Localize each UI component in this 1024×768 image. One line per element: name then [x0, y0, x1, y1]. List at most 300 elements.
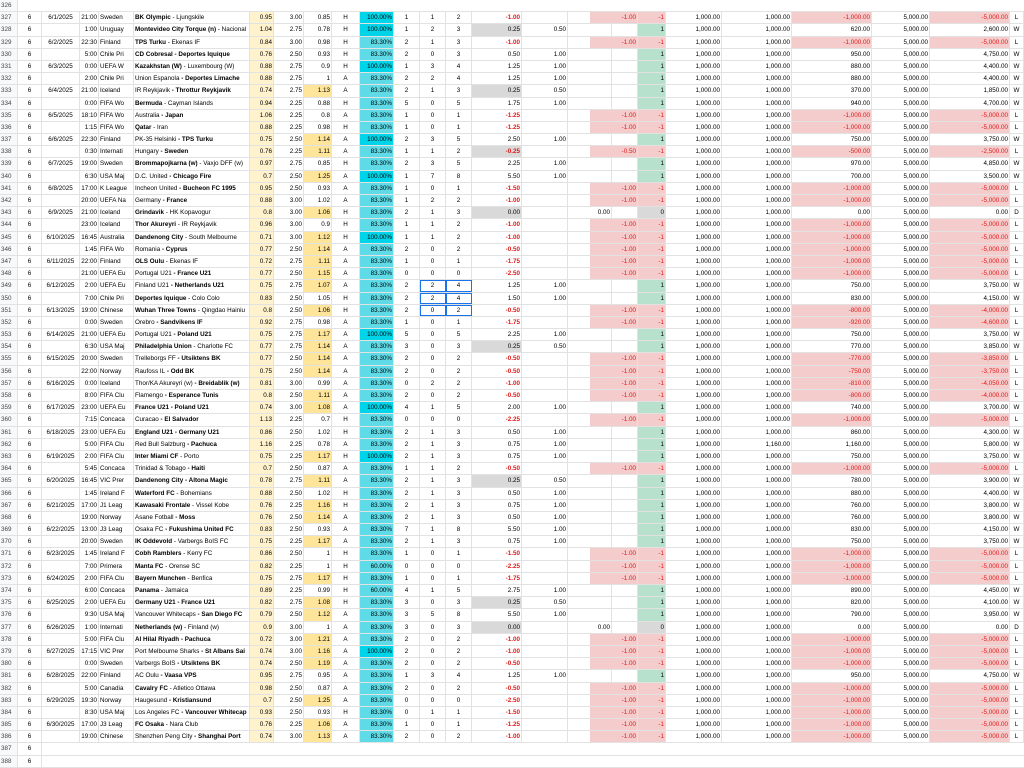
stake-cell[interactable]: 1,000.00 [666, 353, 722, 364]
odds-home-cell[interactable]: 0.95 [250, 183, 274, 194]
result-flag-cell[interactable]: 1 [638, 158, 666, 169]
away-goals-cell[interactable]: 1 [420, 37, 446, 48]
match-cell[interactable]: Australia - Japan [134, 110, 250, 121]
result-flag-cell[interactable]: -1 [638, 244, 666, 255]
home-goals-cell[interactable]: 1 [394, 670, 420, 681]
total-goals-cell[interactable]: 3 [446, 37, 472, 48]
base-cell[interactable]: 1,000.00 [722, 280, 792, 291]
week-cell[interactable]: 6 [18, 646, 42, 657]
side-cell[interactable]: H [332, 597, 360, 608]
outcome-cell[interactable]: L [1010, 390, 1024, 401]
home-goals-cell[interactable]: 1 [394, 548, 420, 559]
bankroll-cell[interactable]: 5,000.00 [872, 573, 930, 584]
loss-unit-cell[interactable] [590, 439, 638, 450]
net-cell[interactable]: -3,750.00 [930, 366, 1010, 377]
row-number-cell[interactable]: 363 [0, 451, 18, 462]
home-goals-cell[interactable]: 1 [394, 110, 420, 121]
total-goals-cell[interactable]: 2 [446, 634, 472, 645]
draw-unit-cell[interactable]: 0.00 [568, 622, 612, 633]
date-cell[interactable] [42, 244, 80, 255]
week-cell[interactable]: 6 [18, 12, 42, 23]
line-cell[interactable]: 2.50 [274, 524, 304, 535]
net-cell[interactable]: 3,750.00 [930, 134, 1010, 145]
profit-cell[interactable]: 890.00 [792, 585, 872, 596]
match-cell[interactable]: D.C. United - Chicago Fire [134, 171, 250, 182]
time-cell[interactable]: 22:00 [80, 256, 99, 267]
row-number-cell[interactable]: 369 [0, 524, 18, 535]
side-cell[interactable]: H [332, 207, 360, 218]
bankroll-cell[interactable]: 5,000.00 [872, 134, 930, 145]
date-cell[interactable]: 6/25/2025 [42, 597, 80, 608]
odds-away-cell[interactable]: 1.17 [304, 329, 332, 340]
league-cell[interactable]: FIFA Clu [99, 451, 134, 462]
bankroll-cell[interactable]: 5,000.00 [872, 341, 930, 352]
date-cell[interactable] [42, 707, 80, 718]
base-cell[interactable]: 1,000.00 [722, 683, 792, 694]
result-flag-cell[interactable]: 1 [638, 85, 666, 96]
profit-cell[interactable]: 370.00 [792, 85, 872, 96]
net-cell[interactable]: 3,500.00 [930, 171, 1010, 182]
bankroll-cell[interactable]: 5,000.00 [872, 561, 930, 572]
loss-unit-cell[interactable] [590, 61, 638, 72]
total-goals-cell[interactable]: 2 [446, 244, 472, 255]
profit-cell[interactable]: -1,000.00 [792, 219, 872, 230]
stake-cell[interactable]: 1,000.00 [666, 390, 722, 401]
loss-unit-cell[interactable]: -1.00 [590, 695, 638, 706]
side-cell[interactable]: A [332, 634, 360, 645]
net-cell[interactable]: -5,000.00 [930, 183, 1010, 194]
outcome-cell[interactable]: W [1010, 439, 1024, 450]
win-unit-cell[interactable]: 1.00 [522, 670, 568, 681]
odds-home-cell[interactable]: 0.74 [250, 658, 274, 669]
bankroll-cell[interactable]: 5,000.00 [872, 597, 930, 608]
net-cell[interactable]: -5,000.00 [930, 219, 1010, 230]
margin-cell[interactable]: 0.75 [472, 536, 522, 547]
match-cell[interactable]: Incheon United - Bucheon FC 1995 [134, 183, 250, 194]
margin-cell[interactable]: 5.50 [472, 524, 522, 535]
hit-rate-cell[interactable]: 83.30% [360, 73, 394, 84]
date-cell[interactable]: 6/21/2025 [42, 500, 80, 511]
away-goals-cell[interactable]: 0 [420, 658, 446, 669]
home-goals-cell[interactable]: 2 [394, 73, 420, 84]
home-goals-cell[interactable]: 1 [394, 171, 420, 182]
profit-cell[interactable]: 740.00 [792, 402, 872, 413]
win-unit-cell[interactable]: 1.00 [522, 134, 568, 145]
league-cell[interactable]: UEFA Eu [99, 268, 134, 279]
time-cell[interactable]: 13:00 [80, 524, 99, 535]
row-number-cell[interactable]: 350 [0, 293, 18, 304]
odds-home-cell[interactable]: 0.74 [250, 646, 274, 657]
bankroll-cell[interactable]: 5,000.00 [872, 317, 930, 328]
win-unit-cell[interactable] [522, 305, 568, 316]
bankroll-cell[interactable]: 5,000.00 [872, 305, 930, 316]
odds-home-cell[interactable]: 0.82 [250, 561, 274, 572]
row-number-cell[interactable]: 341 [0, 183, 18, 194]
side-cell[interactable]: A [332, 463, 360, 474]
side-cell[interactable]: H [332, 427, 360, 438]
profit-cell[interactable]: -800.00 [792, 390, 872, 401]
odds-away-cell[interactable]: 1.05 [304, 293, 332, 304]
result-flag-cell[interactable]: 1 [638, 427, 666, 438]
side-cell[interactable]: H [332, 500, 360, 511]
stake-cell[interactable]: 1,000.00 [666, 268, 722, 279]
outcome-cell[interactable]: W [1010, 512, 1024, 523]
hit-rate-cell[interactable]: 100.00% [360, 402, 394, 413]
side-cell[interactable]: H [332, 61, 360, 72]
side-cell[interactable]: A [332, 646, 360, 657]
stake-cell[interactable]: 1,000.00 [666, 232, 722, 243]
away-goals-cell[interactable]: 7 [420, 171, 446, 182]
home-goals-cell[interactable]: 1 [394, 195, 420, 206]
profit-cell[interactable]: 950.00 [792, 670, 872, 681]
league-cell[interactable]: UEFA Na [99, 195, 134, 206]
away-goals-cell[interactable]: 0 [420, 695, 446, 706]
odds-home-cell[interactable]: 0.95 [250, 670, 274, 681]
away-goals-cell[interactable]: 1 [420, 475, 446, 486]
odds-away-cell[interactable]: 1.13 [304, 85, 332, 96]
home-goals-cell[interactable]: 2 [394, 280, 420, 291]
match-cell[interactable]: Netherlands (w) - Finland (w) [134, 622, 250, 633]
line-cell[interactable]: 2.50 [274, 268, 304, 279]
home-goals-cell[interactable]: 2 [394, 488, 420, 499]
profit-cell[interactable]: -1,000.00 [792, 463, 872, 474]
total-goals-cell[interactable]: 2 [446, 12, 472, 23]
hit-rate-cell[interactable]: 83.30% [360, 183, 394, 194]
bankroll-cell[interactable]: 5,000.00 [872, 122, 930, 133]
loss-unit-cell[interactable]: -1.00 [590, 707, 638, 718]
date-cell[interactable]: 6/22/2025 [42, 524, 80, 535]
margin-cell[interactable]: 2.50 [472, 134, 522, 145]
net-cell[interactable]: 4,450.00 [930, 585, 1010, 596]
row-number-cell[interactable]: 327 [0, 12, 18, 23]
net-cell[interactable]: 3,750.00 [930, 329, 1010, 340]
match-cell[interactable]: OLS Oulu - Ekenas IF [134, 256, 250, 267]
row-number-cell[interactable]: 335 [0, 110, 18, 121]
odds-away-cell[interactable]: 0.87 [304, 683, 332, 694]
margin-cell[interactable]: -1.00 [472, 37, 522, 48]
odds-home-cell[interactable]: 1.06 [250, 110, 274, 121]
loss-unit-cell[interactable] [590, 622, 638, 633]
margin-cell[interactable]: -2.25 [472, 414, 522, 425]
side-cell[interactable]: H [332, 561, 360, 572]
time-cell[interactable]: 5:00 [80, 683, 99, 694]
profit-cell[interactable]: 620.00 [792, 24, 872, 35]
odds-away-cell[interactable]: 1.25 [304, 695, 332, 706]
side-cell[interactable]: H [332, 451, 360, 462]
away-goals-cell[interactable]: 0 [420, 49, 446, 60]
line-cell[interactable]: 3.00 [274, 207, 304, 218]
odds-home-cell[interactable]: 0.75 [250, 451, 274, 462]
result-flag-cell[interactable]: 1 [638, 670, 666, 681]
time-cell[interactable]: 2:00 [80, 280, 99, 291]
time-cell[interactable]: 22:30 [80, 134, 99, 145]
hit-rate-cell[interactable]: 100.00% [360, 171, 394, 182]
row-number-cell[interactable]: 372 [0, 561, 18, 572]
odds-home-cell[interactable]: 0.95 [250, 12, 274, 23]
home-goals-cell[interactable]: 0 [394, 414, 420, 425]
total-goals-cell[interactable]: 2 [446, 146, 472, 157]
date-cell[interactable]: 6/20/2025 [42, 475, 80, 486]
row-number-cell[interactable]: 375 [0, 597, 18, 608]
odds-away-cell[interactable]: 0.9 [304, 61, 332, 72]
base-cell[interactable]: 1,000.00 [722, 622, 792, 633]
match-cell[interactable]: Shenzhen Peng City - Shanghai Port [134, 731, 250, 742]
profit-cell[interactable]: -1,000.00 [792, 414, 872, 425]
loss-unit-cell[interactable]: -1.00 [590, 12, 638, 23]
line-cell[interactable]: 3.00 [274, 622, 304, 633]
date-cell[interactable]: 6/27/2025 [42, 646, 80, 657]
net-cell[interactable]: 4,750.00 [930, 49, 1010, 60]
hit-rate-cell[interactable]: 83.30% [360, 414, 394, 425]
result-flag-cell[interactable]: -1 [638, 646, 666, 657]
loss-unit-cell[interactable] [590, 85, 638, 96]
hit-rate-cell[interactable]: 83.30% [360, 293, 394, 304]
total-goals-cell[interactable]: 4 [446, 670, 472, 681]
net-cell[interactable]: -5,000.00 [930, 548, 1010, 559]
week-cell[interactable]: 6 [18, 524, 42, 535]
odds-home-cell[interactable]: 0.8 [250, 305, 274, 316]
win-unit-cell[interactable] [522, 256, 568, 267]
date-cell[interactable]: 6/8/2025 [42, 183, 80, 194]
line-cell[interactable]: 2.50 [274, 683, 304, 694]
league-cell[interactable]: Finland [99, 134, 134, 145]
odds-away-cell[interactable]: 1.08 [304, 402, 332, 413]
result-flag-cell[interactable]: -1 [638, 634, 666, 645]
profit-cell[interactable]: -1,000.00 [792, 548, 872, 559]
profit-cell[interactable]: 750.00 [792, 134, 872, 145]
loss-unit-cell[interactable] [590, 280, 638, 291]
match-cell[interactable]: Bermuda - Cayman Islands [134, 98, 250, 109]
hit-rate-cell[interactable]: 60.00% [360, 561, 394, 572]
total-goals-cell[interactable]: 5 [446, 158, 472, 169]
outcome-cell[interactable]: W [1010, 171, 1024, 182]
home-goals-cell[interactable]: 1 [394, 463, 420, 474]
stake-cell[interactable]: 1,000.00 [666, 317, 722, 328]
odds-home-cell[interactable]: 0.74 [250, 402, 274, 413]
side-cell[interactable]: A [332, 110, 360, 121]
time-cell[interactable]: 0:00 [80, 98, 99, 109]
league-cell[interactable]: UEFA Eu [99, 329, 134, 340]
loss-unit-cell[interactable]: -1.00 [590, 110, 638, 121]
side-cell[interactable]: H [332, 414, 360, 425]
loss-unit-cell[interactable]: -1.00 [590, 548, 638, 559]
line-cell[interactable]: 2.50 [274, 463, 304, 474]
league-cell[interactable]: J3 Leag [99, 719, 134, 730]
net-cell[interactable]: -5,000.00 [930, 683, 1010, 694]
win-unit-cell[interactable] [522, 561, 568, 572]
outcome-cell[interactable]: W [1010, 536, 1024, 547]
net-cell[interactable]: 4,150.00 [930, 293, 1010, 304]
side-cell[interactable]: H [332, 219, 360, 230]
hit-rate-cell[interactable]: 83.30% [360, 695, 394, 706]
match-cell[interactable]: Asane Fotball - Moss [134, 512, 250, 523]
date-cell[interactable]: 6/28/2025 [42, 670, 80, 681]
odds-home-cell[interactable]: 0.88 [250, 73, 274, 84]
win-unit-cell[interactable] [522, 12, 568, 23]
odds-away-cell[interactable]: 0.93 [304, 524, 332, 535]
stake-cell[interactable]: 1,000.00 [666, 414, 722, 425]
total-goals-cell[interactable]: 2 [446, 390, 472, 401]
league-cell[interactable]: Norway [99, 366, 134, 377]
away-goals-cell[interactable]: 0 [420, 634, 446, 645]
result-flag-cell[interactable]: 1 [638, 49, 666, 60]
total-goals-cell[interactable]: 3 [446, 341, 472, 352]
side-cell[interactable]: H [332, 707, 360, 718]
bankroll-cell[interactable]: 5,000.00 [872, 85, 930, 96]
net-cell[interactable]: -5,000.00 [930, 122, 1010, 133]
result-flag-cell[interactable]: -1 [638, 695, 666, 706]
result-flag-cell[interactable]: 1 [638, 134, 666, 145]
loss-unit-cell[interactable]: -1.00 [590, 719, 638, 730]
odds-away-cell[interactable]: 1.19 [304, 658, 332, 669]
margin-cell[interactable]: -1.50 [472, 548, 522, 559]
match-cell[interactable]: Los Angeles FC - Vancouver Whitecap [134, 707, 250, 718]
profit-cell[interactable]: -1,000.00 [792, 658, 872, 669]
week-cell[interactable]: 6 [18, 573, 42, 584]
outcome-cell[interactable]: W [1010, 609, 1024, 620]
win-unit-cell[interactable]: 0.50 [522, 85, 568, 96]
total-goals-cell[interactable]: 3 [446, 207, 472, 218]
result-flag-cell[interactable]: -1 [638, 414, 666, 425]
odds-away-cell[interactable]: 1.02 [304, 195, 332, 206]
total-goals-cell[interactable]: 2 [446, 232, 472, 243]
profit-cell[interactable]: 0.00 [792, 622, 872, 633]
league-cell[interactable]: Internati [99, 146, 134, 157]
line-cell[interactable]: 2.50 [274, 305, 304, 316]
away-goals-cell[interactable]: 0 [420, 98, 446, 109]
odds-away-cell[interactable]: 0.78 [304, 24, 332, 35]
line-cell[interactable]: 2.25 [274, 719, 304, 730]
match-cell[interactable]: Inter Miami CF - Porto [134, 451, 250, 462]
row-number-cell[interactable]: 367 [0, 500, 18, 511]
away-goals-cell[interactable]: 1 [420, 707, 446, 718]
odds-away-cell[interactable]: 1 [304, 548, 332, 559]
loss-unit-cell[interactable]: -1.00 [590, 219, 638, 230]
loss-unit-cell[interactable] [590, 536, 638, 547]
odds-away-cell[interactable]: 1.17 [304, 536, 332, 547]
side-cell[interactable]: H [332, 305, 360, 316]
margin-cell[interactable]: 1.25 [472, 670, 522, 681]
bankroll-cell[interactable]: 5,000.00 [872, 451, 930, 462]
loss-unit-cell[interactable] [590, 609, 638, 620]
stake-cell[interactable]: 1,000.00 [666, 280, 722, 291]
match-cell[interactable]: Raufoss IL - Odd BK [134, 366, 250, 377]
line-cell[interactable]: 2.25 [274, 561, 304, 572]
week-cell[interactable]: 6 [18, 232, 42, 243]
bankroll-cell[interactable]: 5,000.00 [872, 414, 930, 425]
win-unit-cell[interactable]: 1.00 [522, 73, 568, 84]
away-goals-cell[interactable]: 0 [420, 548, 446, 559]
win-unit-cell[interactable] [522, 658, 568, 669]
away-goals-cell[interactable]: 0 [420, 597, 446, 608]
date-cell[interactable]: 6/9/2025 [42, 207, 80, 218]
total-goals-cell[interactable]: 3 [446, 597, 472, 608]
total-goals-cell[interactable]: 5 [446, 402, 472, 413]
result-flag-cell[interactable]: -1 [638, 390, 666, 401]
result-flag-cell[interactable]: -1 [638, 37, 666, 48]
profit-cell[interactable]: -1,000.00 [792, 695, 872, 706]
week-cell[interactable]: 6 [18, 500, 42, 511]
base-cell[interactable]: 1,000.00 [722, 561, 792, 572]
date-cell[interactable] [42, 24, 80, 35]
margin-cell[interactable]: 0.25 [472, 24, 522, 35]
base-cell[interactable]: 1,000.00 [722, 61, 792, 72]
match-cell[interactable]: Port Melbourne Sharks - St Albans Sai [134, 646, 250, 657]
line-cell[interactable]: 3.00 [274, 634, 304, 645]
away-goals-cell[interactable]: 0 [420, 646, 446, 657]
loss-unit-cell[interactable]: -1.00 [590, 463, 638, 474]
result-flag-cell[interactable]: -1 [638, 658, 666, 669]
time-cell[interactable]: 5:00 [80, 439, 99, 450]
hit-rate-cell[interactable]: 83.30% [360, 609, 394, 620]
stake-cell[interactable]: 1,000.00 [666, 207, 722, 218]
net-cell[interactable]: -5,000.00 [930, 573, 1010, 584]
result-flag-cell[interactable]: 1 [638, 609, 666, 620]
row-number-cell[interactable]: 340 [0, 171, 18, 182]
hit-rate-cell[interactable]: 83.30% [360, 110, 394, 121]
match-cell[interactable]: Varbergs BoIS - Utsiktens BK [134, 658, 250, 669]
hit-rate-cell[interactable]: 83.30% [360, 670, 394, 681]
stake-cell[interactable]: 1,000.00 [666, 61, 722, 72]
net-cell[interactable]: -5,000.00 [930, 707, 1010, 718]
row-number-cell[interactable]: 377 [0, 622, 18, 633]
line-cell[interactable]: 2.75 [274, 73, 304, 84]
odds-away-cell[interactable]: 0.99 [304, 378, 332, 389]
row-number-cell[interactable]: 349 [0, 280, 18, 291]
loss-unit-cell[interactable]: -1.00 [590, 366, 638, 377]
odds-home-cell[interactable]: 0.76 [250, 500, 274, 511]
loss-unit-cell[interactable]: -1.00 [590, 390, 638, 401]
total-goals-cell[interactable]: 2 [446, 731, 472, 742]
odds-away-cell[interactable]: 1.02 [304, 427, 332, 438]
loss-unit-cell[interactable]: -1.00 [590, 378, 638, 389]
bankroll-cell[interactable]: 5,000.00 [872, 207, 930, 218]
away-goals-cell[interactable]: 3 [420, 670, 446, 681]
outcome-cell[interactable]: L [1010, 244, 1024, 255]
hit-rate-cell[interactable]: 83.30% [360, 439, 394, 450]
total-goals-cell[interactable]: 3 [446, 622, 472, 633]
outcome-cell[interactable]: L [1010, 378, 1024, 389]
match-cell[interactable]: Romania - Cyprus [134, 244, 250, 255]
home-goals-cell[interactable]: 3 [394, 609, 420, 620]
time-cell[interactable]: 7:00 [80, 293, 99, 304]
bankroll-cell[interactable]: 5,000.00 [872, 256, 930, 267]
bankroll-cell[interactable]: 5,000.00 [872, 98, 930, 109]
net-cell[interactable]: 4,400.00 [930, 73, 1010, 84]
outcome-cell[interactable]: W [1010, 585, 1024, 596]
match-cell[interactable]: IR Reykjavik - Throttur Reykjavik [134, 85, 250, 96]
margin-cell[interactable]: -1.00 [472, 731, 522, 742]
hit-rate-cell[interactable]: 83.30% [360, 719, 394, 730]
margin-cell[interactable]: 0.25 [472, 475, 522, 486]
odds-away-cell[interactable]: 0.78 [304, 439, 332, 450]
stake-cell[interactable]: 1,000.00 [666, 451, 722, 462]
date-cell[interactable] [42, 366, 80, 377]
time-cell[interactable]: 19:00 [80, 731, 99, 742]
away-goals-cell[interactable]: 1 [420, 232, 446, 243]
odds-away-cell[interactable]: 1.06 [304, 719, 332, 730]
net-cell[interactable]: 2,600.00 [930, 24, 1010, 35]
hit-rate-cell[interactable]: 83.30% [360, 500, 394, 511]
total-goals-cell[interactable]: 1 [446, 110, 472, 121]
away-goals-cell[interactable]: 0 [420, 719, 446, 730]
margin-cell[interactable]: -1.25 [472, 110, 522, 121]
hit-rate-cell[interactable]: 100.00% [360, 451, 394, 462]
stake-cell[interactable]: 1,000.00 [666, 585, 722, 596]
week-cell[interactable]: 6 [18, 463, 42, 474]
line-cell[interactable]: 2.25 [274, 146, 304, 157]
net-cell[interactable]: 3,900.00 [930, 475, 1010, 486]
